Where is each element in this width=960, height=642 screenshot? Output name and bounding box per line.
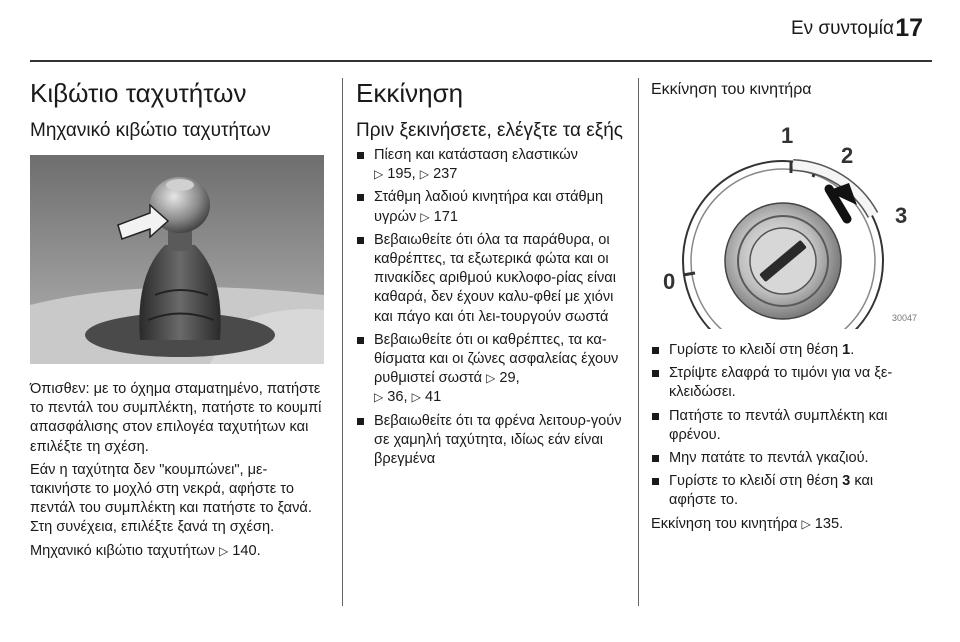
list-item: Στάθμη λαδιού κινητήρα και στάθμη υγρών ▷ 171 xyxy=(356,188,633,226)
list-item: Βεβαιωθείτε ότι όλα τα παράθυρα, οι καθρέπτες, τα εξωτερικά φώτα και οι πινακίδες αριθμού κυκλοφο-ρίας είναι καθαρά, δεν έχουν καλυ-φθεί με χιόνι και πάγο και ότι λει-τουργούν σωστά xyxy=(356,231,633,327)
list-item: Μην πατάτε το πεντάλ γκαζιού. xyxy=(651,449,921,468)
triangle-right-outline-icon: ▷ xyxy=(374,390,384,405)
position-label-3: 3 xyxy=(895,203,908,228)
cross-reference-manual-gearbox: Μηχανικό κιβώτιο ταχυτήτων ▷ 140. xyxy=(30,542,261,559)
list-item: Γυρίστε το κλειδί στη θέση 1. xyxy=(651,341,921,360)
engine-start-steps xyxy=(651,341,921,511)
list-item: Γυρίστε το κλειδί στη θέση 3 και αφήστε το. xyxy=(651,472,921,510)
header-rule xyxy=(30,60,932,62)
ignition-switch-illustration xyxy=(651,111,923,329)
gear-lever-figure xyxy=(30,155,324,364)
list-item: Βεβαιωθείτε ότι τα φρένα λειτουρ-γούν σε χαμηλή ταχύτητα, ιδίως εάν είναι βρεγμένα xyxy=(356,412,633,470)
page-number: 17 xyxy=(895,14,923,42)
gear-lever-illustration xyxy=(30,155,324,364)
triangle-right-outline-icon: ▷ xyxy=(419,167,429,182)
section-title-starting: Εκκίνηση xyxy=(356,78,464,108)
triangle-right-outline-icon: ▷ xyxy=(374,167,384,182)
paragraph-reverse-gear: Όπισθεν: με το όχημα σταματημένο, πατήστε το πεντάλ του συμπλέκτη, πατήστε το κουμπί απασφάλισης στον επιλογέα ταχυτήτων και επιλέξτε τη σχέση. xyxy=(30,381,322,455)
figure-code: 30047 xyxy=(891,313,917,323)
column-starting xyxy=(356,78,633,469)
triangle-right-outline-icon: ▷ xyxy=(218,543,229,558)
triangle-right-outline-icon: ▷ xyxy=(420,209,430,224)
column-divider-1 xyxy=(342,78,343,606)
paragraph-gear-not-engaging: Εάν η ταχύτητα δεν "κουμπώνει", με-τακινήστε το μοχλό στη νεκρά, αφήστε το πεντάλ του συμπλέκτη και πατήστε το ξανά. Στη συνέχεια, επιλέξτε ξανά τη σχέση. xyxy=(30,461,312,536)
subsection-title-manual-gearbox: Μηχανικό κιβώτιο ταχυτήτων xyxy=(30,120,271,141)
ignition-switch-figure xyxy=(651,111,923,329)
position-label-0: 0 xyxy=(663,269,676,294)
position-label-1: 1 xyxy=(781,123,794,148)
list-item: Στρίψτε ελαφρά το τιμόνι για να ξε-κλειδώσει. xyxy=(651,364,921,402)
triangle-right-outline-icon: ▷ xyxy=(411,390,421,405)
column-gearbox xyxy=(30,78,328,561)
section-title-gearbox: Κιβώτιο ταχυτήτων xyxy=(30,78,247,108)
list-item: Πίεση και κατάσταση ελαστικών ▷ 195, ▷ 237 xyxy=(356,146,633,184)
position-label-2: 2 xyxy=(841,143,854,168)
cross-reference-engine-start: Εκκίνηση του κινητήρα ▷ 135. xyxy=(651,515,844,532)
section-title-engine-start: Εκκίνηση του κινητήρα xyxy=(651,81,812,98)
list-item: Βεβαιωθείτε ότι οι καθρέπτες, τα κα-θίσματα και οι ζώνες ασφαλείας έχουν ρυθμιστεί σωστά ▷ 29, ▷ 36, ▷ 41 xyxy=(356,331,633,408)
column-divider-2 xyxy=(638,78,639,606)
list-item: Πατήστε το πεντάλ συμπλέκτη και φρένου. xyxy=(651,407,921,445)
column-engine-start xyxy=(651,78,921,534)
running-head: Εν συντομία xyxy=(790,18,894,39)
subsection-title-before-start: Πριν ξεκινήσετε, ελέγξτε τα εξής xyxy=(356,120,623,141)
triangle-right-outline-icon: ▷ xyxy=(801,516,811,531)
checklist-before-start xyxy=(356,146,633,469)
triangle-right-outline-icon: ▷ xyxy=(486,371,496,386)
